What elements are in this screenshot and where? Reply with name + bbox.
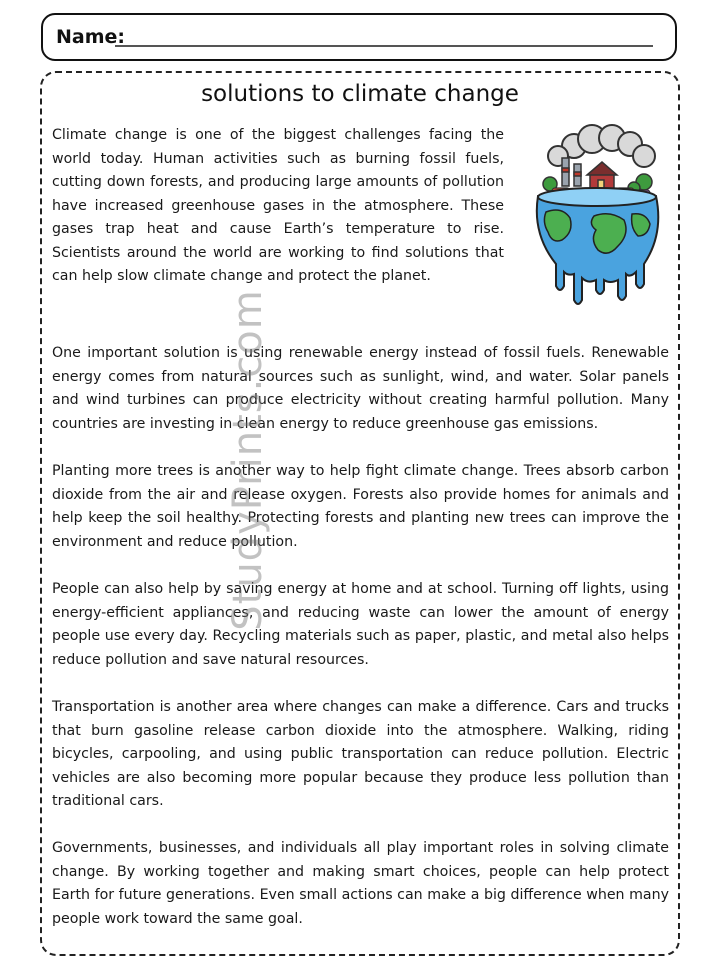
name-label: Name: xyxy=(56,26,126,48)
name-field-box[interactable] xyxy=(41,13,677,61)
name-write-line[interactable] xyxy=(115,45,653,47)
paragraph-working-together: Governments, businesses, and individuals all play important roles in solving climate change. By working together and making smart choices, people can help protect Earth for future generations. Even small actions can make a big difference when many people work toward the same goal. xyxy=(52,840,669,927)
paragraph-saving-energy: People can also help by saving energy at home and at school. Turning off lights, using energy-efficient appliances, and reducing waste can lower the amount of energy people use every day. Recycling materials such as paper, plastic, and metal also helps reduce pollution and save natural resources. xyxy=(52,581,669,668)
watermark-text: StudyPrints.com xyxy=(225,289,271,631)
melting-earth-icon xyxy=(532,124,662,308)
worksheet-title: solutions to climate change xyxy=(201,81,519,107)
paragraph-renewable-energy: One important solution is using renewable energy instead of fossil fuels. Renewable energy comes from natural sources such as sunlight, wind, and water. Solar panels and wind turbines can produce electricity without creating harmful pollution. Many countries are investing in clean energy to reduce greenhouse gas emissions. xyxy=(52,345,669,432)
paragraph-intro: Climate change is one of the biggest challenges facing the world today. Human activities such as burning fossil fuels, cutting down forests, and producing large amounts of pollution have increased greenhouse gases in the atmosphere. These gases trap heat and cause Earth’s temperature to rise. Scientists around the world are working to find solutions that can help slow climate change and protect the planet. xyxy=(52,127,504,284)
paragraph-planting-trees: Planting more trees is another way to help fight climate change. Trees absorb carbon dioxide from the air and release oxygen. Forests also provide homes for animals and help keep the soil healthy. Protecting forests and planting new trees can improve the environment and reduce pollution. xyxy=(52,463,669,550)
paragraph-transportation: Transportation is another area where changes can make a difference. Cars and trucks that burn gasoline release carbon dioxide into the atmosphere. Walking, riding bicycles, carpooling, and using public transportation can reduce pollution. Electric vehicles are also becoming more popular because they produce less pollution than traditional cars. xyxy=(52,699,669,809)
